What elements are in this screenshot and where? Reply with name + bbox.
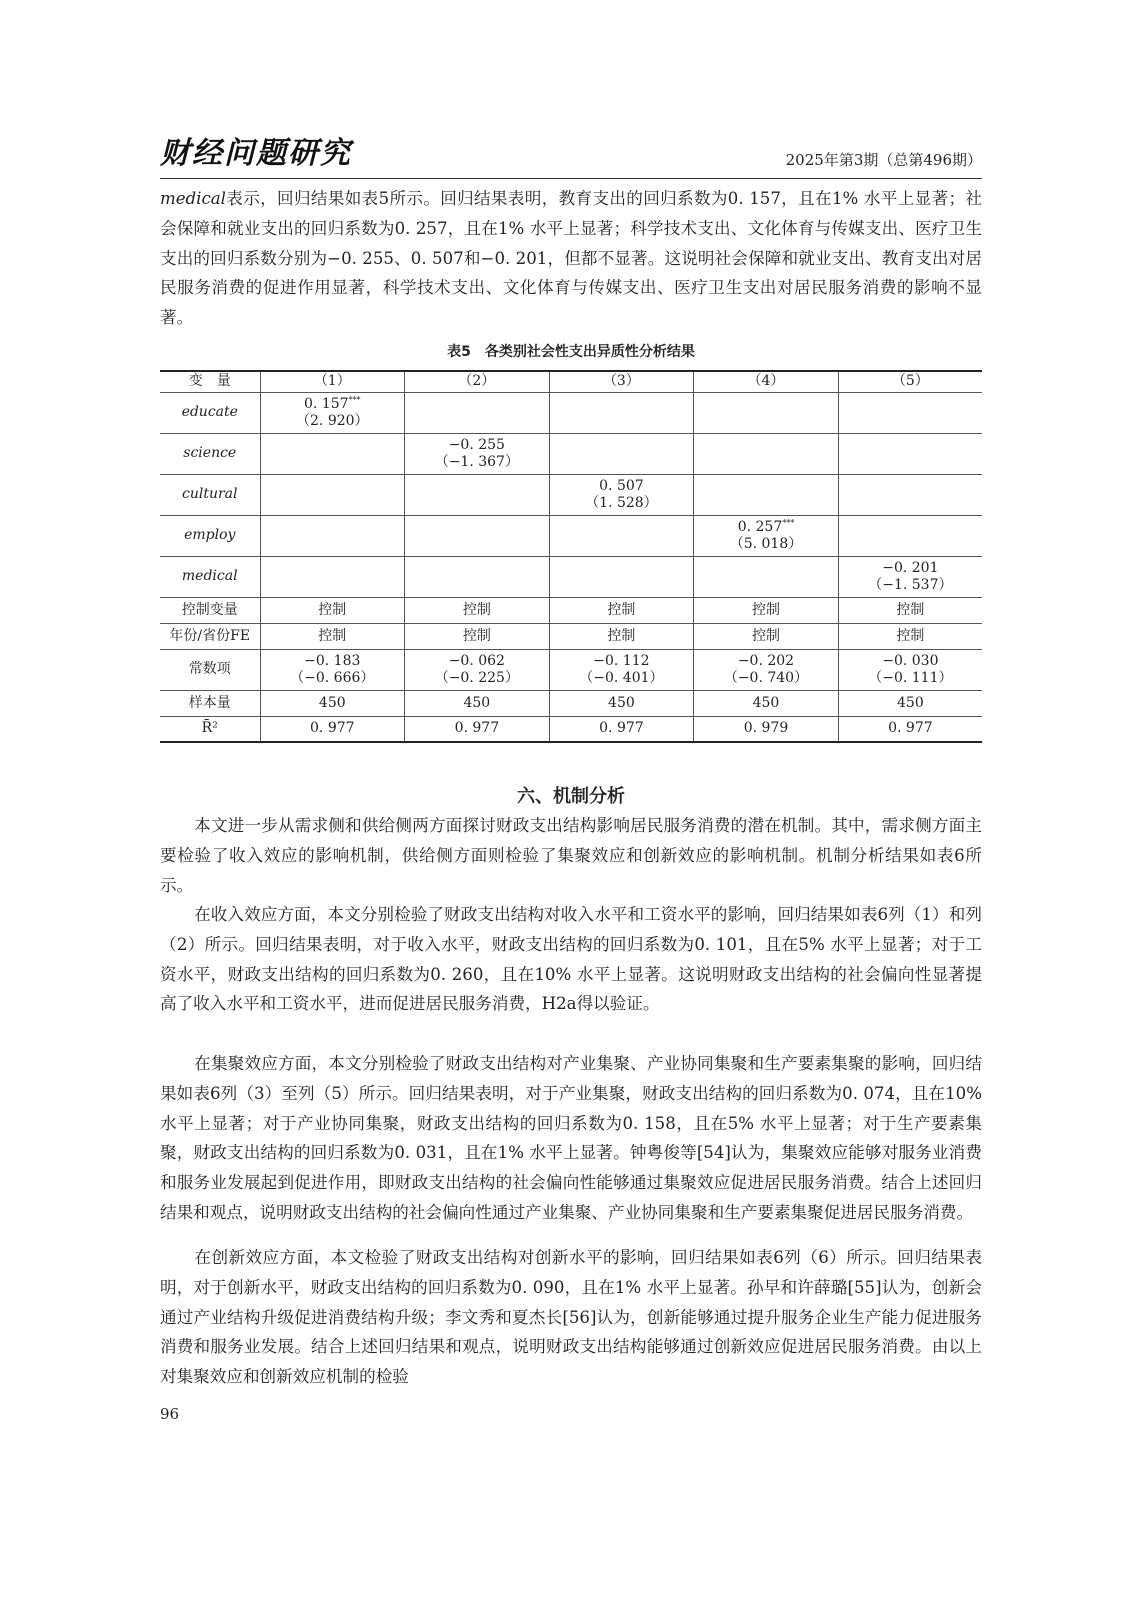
coefficient-cell: [260, 474, 405, 515]
sample-size-row-cell: 450: [549, 690, 694, 716]
results-table: [160, 370, 982, 743]
coefficient-cell: [694, 433, 839, 474]
coefficient-cell: [694, 474, 839, 515]
constant-t-statistic: （−0. 225）: [434, 669, 519, 686]
constant-t-statistic: （−0. 111）: [868, 669, 953, 686]
coefficient-value: −0. 201: [882, 559, 939, 576]
coefficient-value: −0. 255: [448, 436, 505, 453]
table-header-cell: 变 量: [160, 371, 260, 392]
coefficient-cell: [405, 474, 550, 515]
constant-value: −0. 062: [448, 652, 505, 669]
section-title: 六、机制分析: [517, 786, 625, 807]
constant-row-cell: [838, 649, 982, 690]
constant-t-statistic: （−0. 666）: [290, 669, 375, 686]
constant-row-cell: [260, 649, 405, 690]
constant-row: [160, 649, 982, 690]
sample-size-row-cell: 450: [694, 690, 839, 716]
r-squared-row-cell: 0. 979: [694, 716, 839, 742]
coefficient-cell: [260, 556, 405, 597]
coefficient-cell: [549, 433, 694, 474]
fixed-effects-row-cell: 控制: [549, 623, 694, 649]
significance-stars: ***: [348, 394, 361, 404]
coefficient-value: 0. 257: [737, 518, 783, 535]
r-squared-row-cell: 0. 977: [260, 716, 405, 742]
coefficient-value: 0. 157: [304, 395, 349, 412]
body-paragraph-3-text: 在集聚效应方面，本文分别检验了财政支出结构对产业集聚、产业协同集聚和生产要素集聚的影响，回归结果如表6列（3）至列（5）所示。回归结果表明，对于产业集聚，财政支出结构的回归系数为0. 074，且在10% 水平上显著；对于产业协同集聚，财政支出结构的回归系数为0. 158，且在5% 水平上显著；对于生产要素集聚，财政支出结构的回归系数为0. 031，且在1% 水平上显著。钟粤俊等[54]认为，集聚效应能够对服务业消费和服务业发展起到促进作用，即财政支出结构的社会偏向性能够通过集聚效应促进居民服务消费。结合上述回归结果和观点，说明财政支出结构的社会偏向性通过产业集聚、产业协同集聚和生产要素集聚促进居民服务消费。: [160, 1054, 982, 1222]
coefficient-cell: [260, 433, 405, 474]
control-row: [160, 597, 982, 623]
table-row: [160, 474, 982, 515]
coefficient-cell: [549, 474, 694, 515]
r-squared-row-cell: 0. 977: [405, 716, 550, 742]
constant-value: −0. 183: [304, 652, 361, 669]
fixed-effects-row-cell: 控制: [405, 623, 550, 649]
coefficient-cell: [405, 392, 550, 433]
control-row-cell: 控制: [260, 597, 405, 623]
coefficient-cell: [405, 433, 550, 474]
constant-value: −0. 112: [593, 652, 650, 669]
table-caption: 表5 各类别社会性支出异质性分析结果: [447, 344, 695, 360]
coefficient-cell: [405, 556, 550, 597]
fixed-effects-row-cell: 控制: [260, 623, 405, 649]
coefficient-cell: [405, 515, 550, 556]
control-row-cell: 控制: [405, 597, 550, 623]
control-row-label: 控制变量: [160, 597, 260, 623]
variable-name: educate: [160, 392, 260, 433]
r-squared-row-label: R̄²: [160, 716, 260, 742]
t-statistic: （1. 528）: [585, 494, 658, 511]
body-paragraph-1: [160, 811, 982, 900]
coefficient-cell: [838, 474, 982, 515]
coefficient-cell: [838, 433, 982, 474]
constant-t-statistic: （−0. 740）: [723, 669, 809, 686]
control-row-cell: 控制: [838, 597, 982, 623]
r-squared-row: [160, 716, 982, 742]
sample-size-row-cell: 450: [838, 690, 982, 716]
constant-row-cell: [549, 649, 694, 690]
constant-t-statistic: （−0. 401）: [579, 669, 664, 686]
variable-name: cultural: [160, 474, 260, 515]
t-statistic: （5. 018）: [729, 535, 803, 552]
page-header: [160, 136, 982, 176]
body-paragraph-2: [160, 900, 982, 1019]
constant-row-cell: [694, 649, 839, 690]
coefficient-cell: [549, 515, 694, 556]
table-header-cell: （3）: [549, 371, 694, 392]
table-header-cell: （2）: [405, 371, 550, 392]
table-row: [160, 392, 982, 433]
sample-size-row-label: 样本量: [160, 690, 260, 716]
body-paragraph-3: [160, 1049, 982, 1228]
table-row: [160, 556, 982, 597]
constant-value: −0. 030: [882, 652, 939, 669]
control-row-cell: 控制: [549, 597, 694, 623]
body-paragraph-4: [160, 1243, 982, 1392]
body-paragraph-4-text: 在创新效应方面，本文检验了财政支出结构对创新水平的影响，回归结果如表6列（6）所示。回归结果表明，对于创新水平，财政支出结构的回归系数为0. 090，且在1% 水平上显著。孙早和许薛璐[55]认为，创新会通过产业结构升级促进消费结构升级；李文秀和夏杰长[56]认为，创新能够通过提升服务企业生产能力促进服务消费和服务业发展。结合上述回归结果和观点，说明财政支出结构能够通过创新效应促进居民服务消费。由以上对集聚效应和创新效应机制的检验: [160, 1248, 982, 1387]
intro-paragraph: [160, 184, 982, 333]
constant-value: −0. 202: [737, 652, 795, 669]
fixed-effects-row-label: 年份/省份FE: [160, 623, 260, 649]
table-row: [160, 515, 982, 556]
significance-stars: ***: [782, 517, 795, 527]
body-paragraph-2-text: 在收入效应方面，本文分别检验了财政支出结构对收入水平和工资水平的影响，回归结果如表6列（1）和列（2）所示。回归结果表明，对于收入水平，财政支出结构的回归系数为0. 101，且在5% 水平上显著；对于工资水平，财政支出结构的回归系数为0. 260，且在10% 水平上显著。这说明财政支出结构的社会偏向性显著提高了收入水平和工资水平，进而促进居民服务消费，H2a得以验证。: [160, 905, 982, 1014]
constant-row-cell: [405, 649, 550, 690]
t-statistic: （−1. 367）: [434, 453, 519, 470]
table-header-cell: （1）: [260, 371, 405, 392]
sample-size-row-cell: 450: [260, 690, 405, 716]
coefficient-cell: [549, 556, 694, 597]
variable-name: science: [160, 433, 260, 474]
coefficient-cell: [838, 515, 982, 556]
t-statistic: （−1. 537）: [868, 576, 953, 593]
coefficient-cell: [838, 556, 982, 597]
fixed-effects-row-cell: 控制: [694, 623, 839, 649]
variable-name: medical: [160, 556, 260, 597]
coefficient-cell: [694, 556, 839, 597]
intro-text: 表示，回归结果如表5所示。回归结果表明，教育支出的回归系数为0. 157，且在1% 水平上显著；社会保障和就业支出的回归系数为0. 257，且在1% 水平上显著；科学技术支出、文化体育与传媒支出、医疗卫生支出的回归系数分别为−0. 255、0. 507和−0. 201，但都不显著。这说明社会保障和就业支出、教育支出对居民服务消费的促进作用显著，科学技术支出、文化体育与传媒支出、医疗卫生支出对居民服务消费的影响不显著。: [160, 189, 982, 328]
fixed-effects-row-cell: 控制: [838, 623, 982, 649]
table-row: [160, 433, 982, 474]
coefficient-cell: [260, 515, 405, 556]
fixed-effects-row: [160, 623, 982, 649]
control-row-cell: 控制: [694, 597, 839, 623]
coefficient-cell: [260, 392, 405, 433]
issue-info: 2025年第3期（总第496期）: [785, 151, 982, 169]
t-statistic: （2. 920）: [296, 412, 369, 429]
coefficient-cell: [694, 515, 839, 556]
table-header-cell: （5）: [838, 371, 982, 392]
coefficient-cell: [838, 392, 982, 433]
table-header-row: [160, 371, 982, 392]
table-header-cell: （4）: [694, 371, 839, 392]
coefficient-cell: [694, 392, 839, 433]
r-squared-row-cell: 0. 977: [838, 716, 982, 742]
sample-size-row-cell: 450: [405, 690, 550, 716]
intro-variable: medical: [160, 189, 226, 208]
coefficient-value: 0. 507: [599, 477, 644, 494]
coefficient-cell: [549, 392, 694, 433]
header-rule: [160, 178, 982, 179]
constant-row-label: 常数项: [160, 649, 260, 690]
r-squared-row-cell: 0. 977: [549, 716, 694, 742]
body-paragraph-1-text: 本文进一步从需求侧和供给侧两方面探讨财政支出结构影响居民服务消费的潜在机制。其中，需求侧方面主要检验了收入效应的影响机制，供给侧方面则检验了集聚效应和创新效应的影响机制。机制分析结果如表6所示。: [160, 816, 982, 895]
variable-name: employ: [160, 515, 260, 556]
sample-size-row: [160, 690, 982, 716]
page-number: 96: [160, 1405, 180, 1423]
journal-logo: 财经问题研究: [160, 136, 352, 171]
